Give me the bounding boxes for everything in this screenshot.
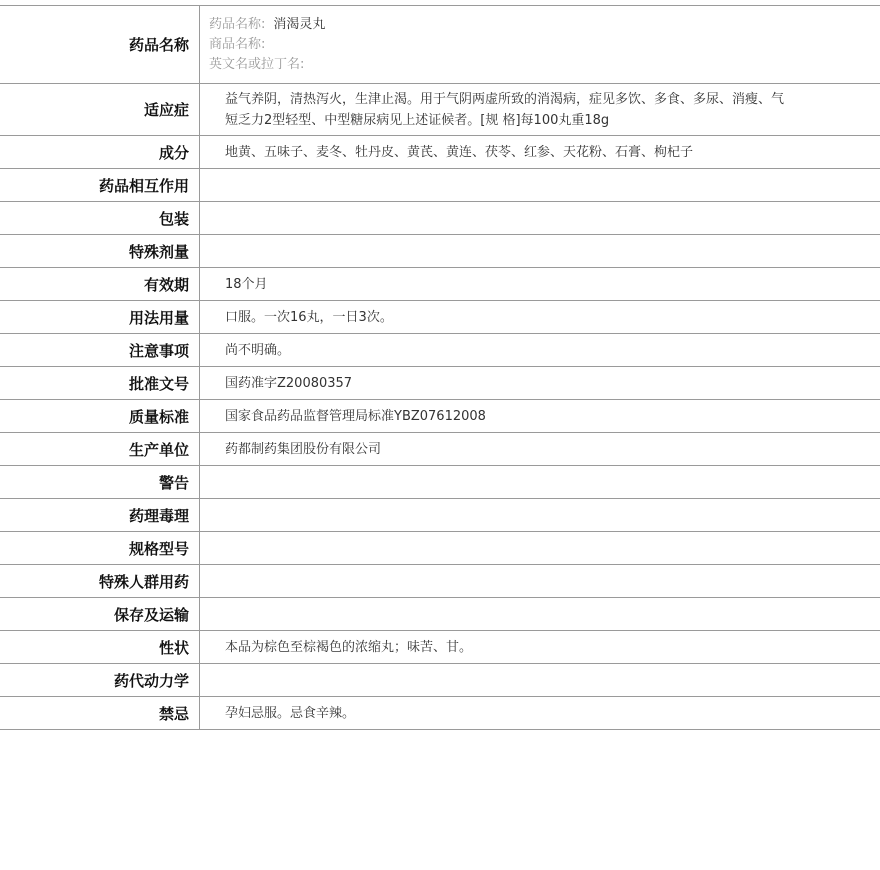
row-label: 质量标准 xyxy=(0,400,200,433)
row-label: 性状 xyxy=(0,631,200,664)
table-row xyxy=(0,631,880,664)
row-label: 注意事项 xyxy=(0,334,200,367)
row-label: 药品相互作用 xyxy=(0,169,200,202)
row-label: 适应症 xyxy=(0,84,200,136)
drug-info-table xyxy=(0,5,880,730)
row-label: 成分 xyxy=(0,136,200,169)
row-label: 保存及运输 xyxy=(0,598,200,631)
row-label: 规格型号 xyxy=(0,532,200,565)
table-row xyxy=(0,499,880,532)
row-label: 用法用量 xyxy=(0,301,200,334)
table-row xyxy=(0,433,880,466)
row-label: 药理毒理 xyxy=(0,499,200,532)
table-row xyxy=(0,136,880,169)
row-value xyxy=(200,664,880,697)
row-value: 口服。一次16丸，一日3次。 xyxy=(200,301,880,334)
table-row-indications xyxy=(0,84,880,136)
table-row xyxy=(0,202,880,235)
row-value: 国家食品药品监督管理局标准YBZ07612008 xyxy=(200,400,880,433)
row-label: 特殊人群用药 xyxy=(0,565,200,598)
table-row xyxy=(0,235,880,268)
row-label: 有效期 xyxy=(0,268,200,301)
row-value xyxy=(200,499,880,532)
latin-name-key: 英文名或拉丁名: xyxy=(209,56,305,72)
trade-name-line xyxy=(209,35,790,55)
row-value: 地黄、五味子、麦冬、牡丹皮、黄芪、黄连、茯苓、红参、天花粉、石膏、枸杞子 xyxy=(200,136,880,169)
table-row xyxy=(0,466,880,499)
table-row xyxy=(0,169,880,202)
table-row xyxy=(0,664,880,697)
name-block xyxy=(200,6,880,84)
table-row xyxy=(0,532,880,565)
table-row xyxy=(0,565,880,598)
row-label: 药品名称 xyxy=(0,6,200,84)
row-value xyxy=(200,565,880,598)
row-value: 益气养阴，清热泻火，生津止渴。用于气阴两虚所致的消渴病，症见多饮、多食、多尿、消瘦、气短乏力2型轻型、中型糖尿病见上述证候者。[规 格]每100丸重18g xyxy=(200,84,880,136)
row-value xyxy=(200,235,880,268)
row-value: 药都制药集团股份有限公司 xyxy=(200,433,880,466)
row-label: 包装 xyxy=(0,202,200,235)
table-row xyxy=(0,367,880,400)
row-label: 生产单位 xyxy=(0,433,200,466)
row-label: 药代动力学 xyxy=(0,664,200,697)
table-row xyxy=(0,268,880,301)
row-value xyxy=(200,532,880,565)
row-value: 孕妇忌服。忌食辛辣。 xyxy=(200,697,880,730)
row-value: 本品为棕色至棕褐色的浓缩丸；味苦、甘。 xyxy=(200,631,880,664)
row-value: 18个月 xyxy=(200,268,880,301)
table-row xyxy=(0,598,880,631)
row-label: 禁忌 xyxy=(0,697,200,730)
generic-name-value: 消渴灵丸 xyxy=(273,16,326,32)
row-label: 警告 xyxy=(0,466,200,499)
row-value: 尚不明确。 xyxy=(200,334,880,367)
generic-name-line xyxy=(209,15,790,35)
table-row xyxy=(0,334,880,367)
table-row-name xyxy=(0,6,880,84)
row-value: 国药准字Z20080357 xyxy=(200,367,880,400)
row-value xyxy=(200,169,880,202)
row-value xyxy=(200,466,880,499)
row-value xyxy=(200,598,880,631)
table-row xyxy=(0,697,880,730)
row-label: 特殊剂量 xyxy=(0,235,200,268)
row-label: 批准文号 xyxy=(0,367,200,400)
table-row xyxy=(0,301,880,334)
table-row xyxy=(0,400,880,433)
latin-name-line xyxy=(209,55,790,75)
generic-name-key: 药品名称: xyxy=(209,16,266,32)
trade-name-key: 商品名称: xyxy=(209,36,266,52)
row-value xyxy=(200,202,880,235)
